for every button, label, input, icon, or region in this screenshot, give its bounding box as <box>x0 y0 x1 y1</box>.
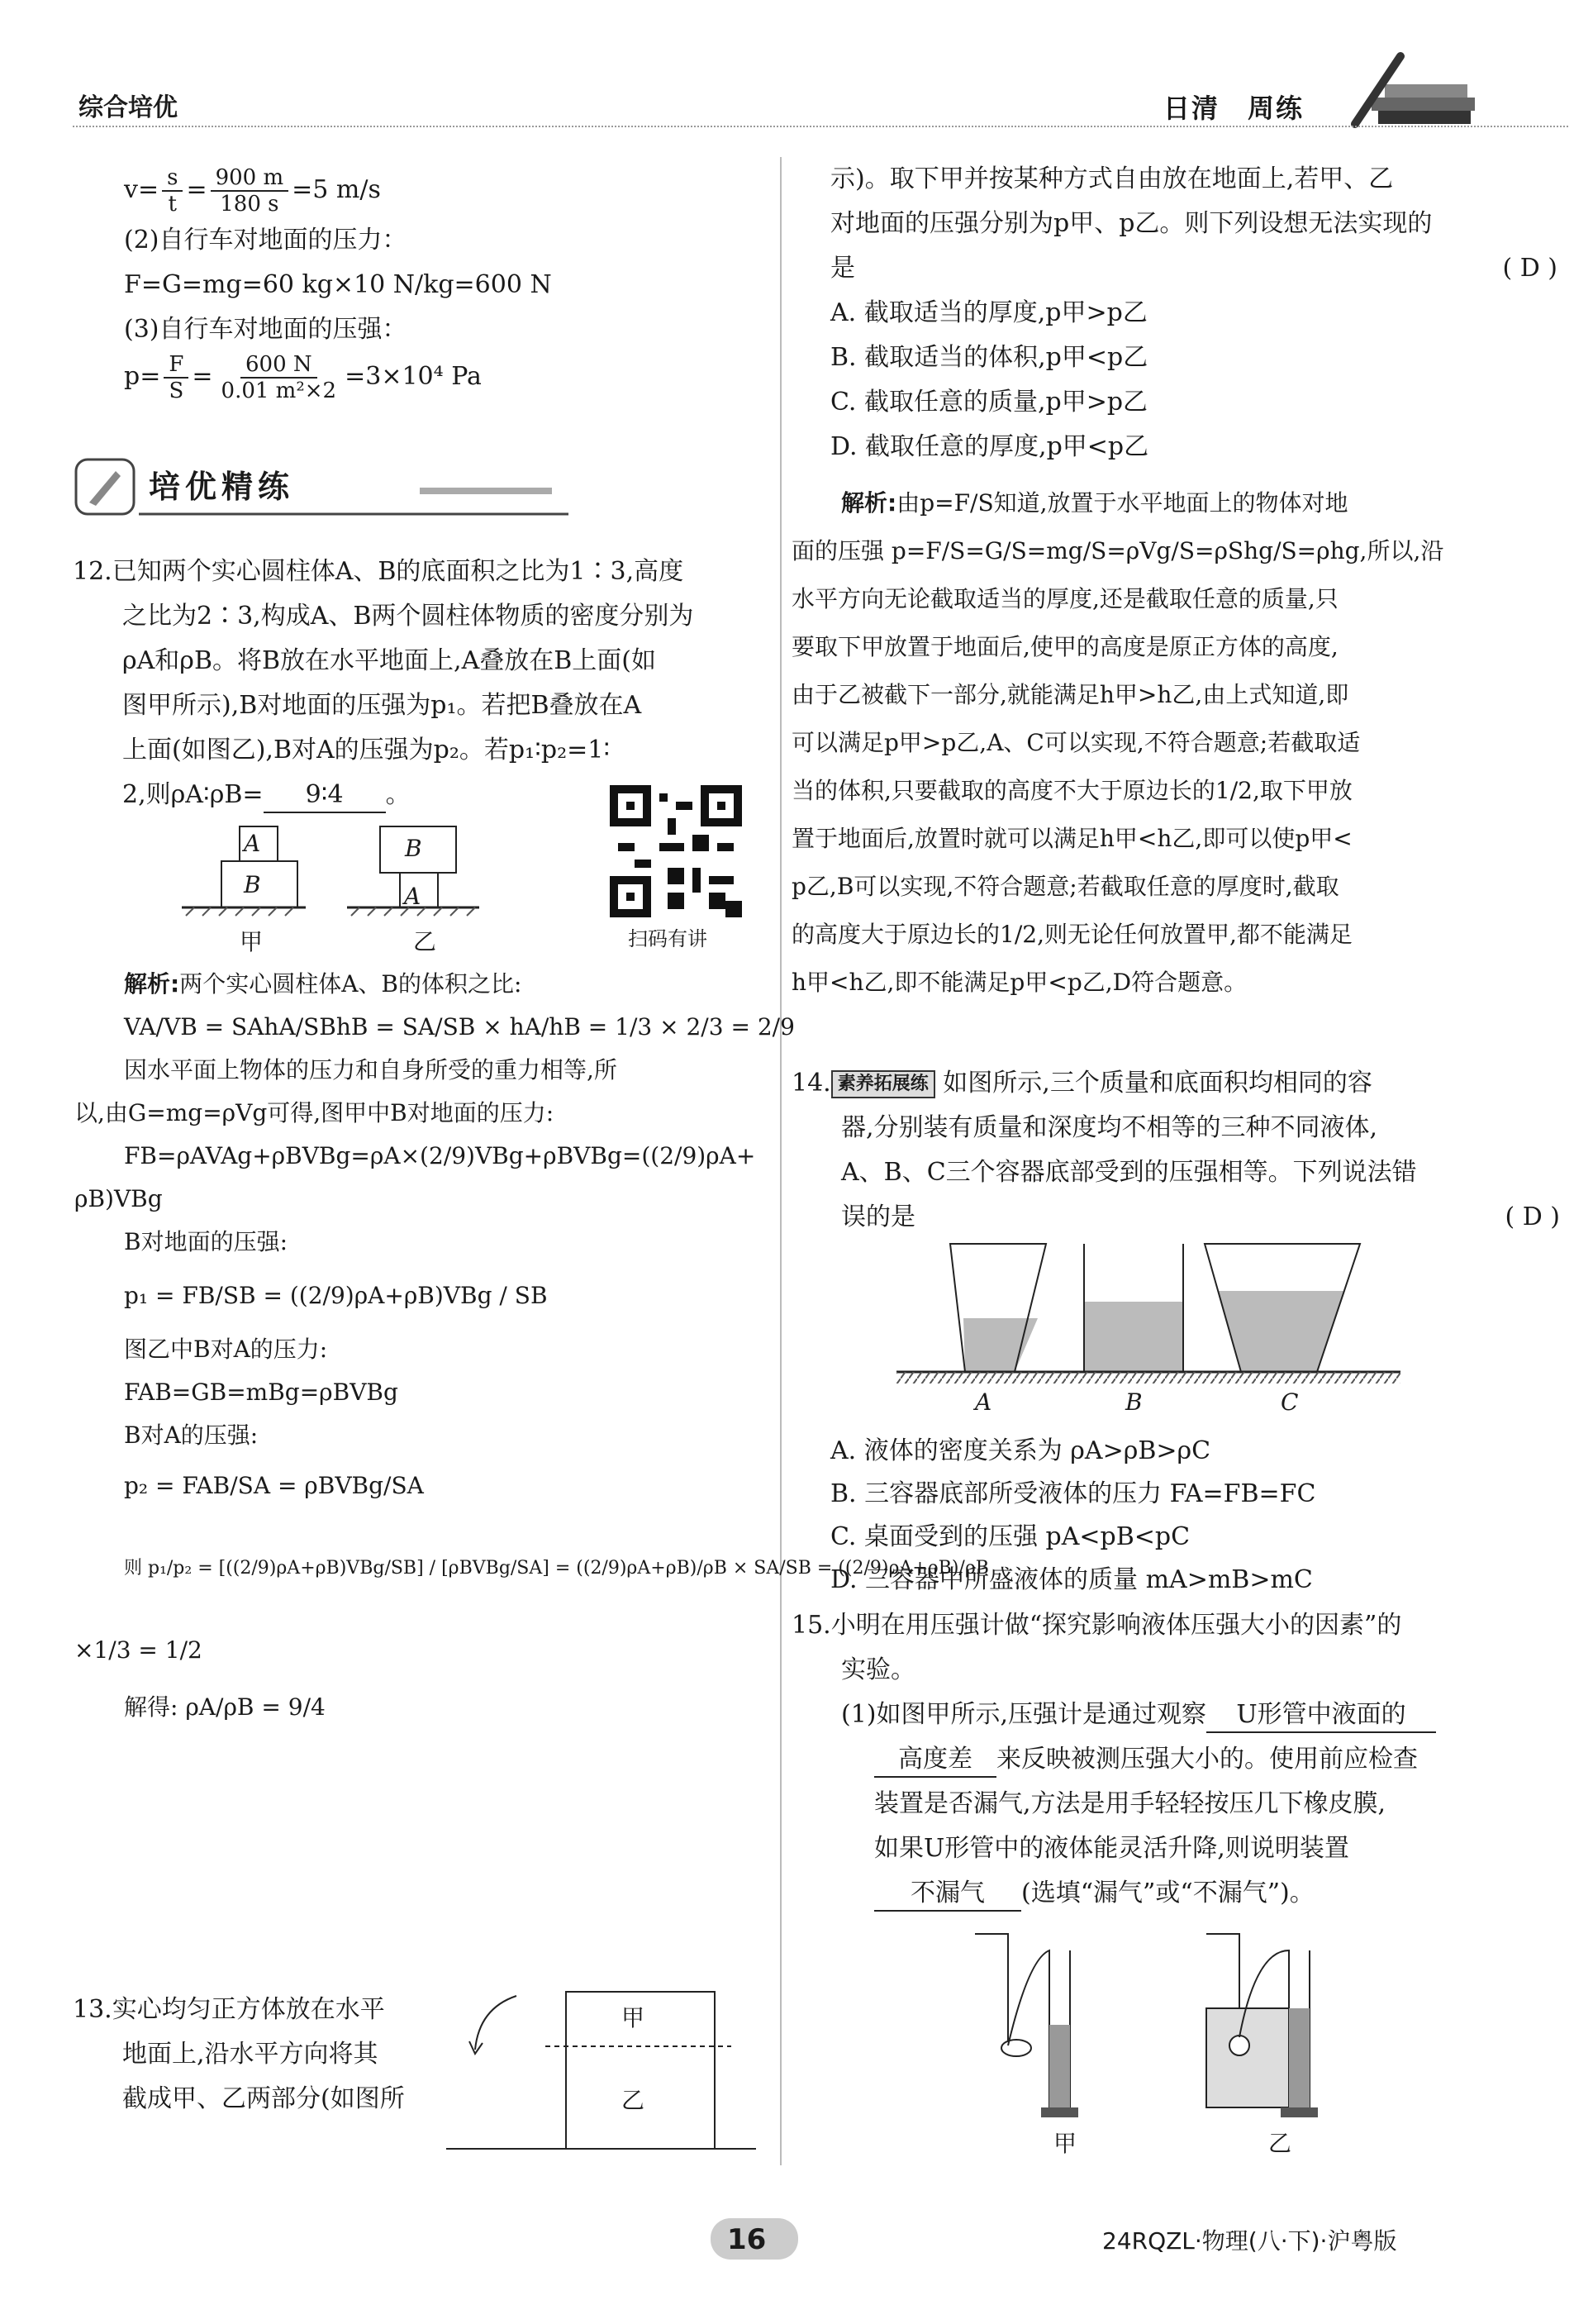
answer-blank: 高度差 <box>874 1743 996 1778</box>
page-number: 16 <box>727 2223 767 2256</box>
column-divider <box>780 157 782 2165</box>
fig-caption: 甲 <box>1053 2130 1077 2157</box>
fraction: $\frac{900 m}{180 s}$ <box>211 165 289 217</box>
q12-stacked-cylinders-figure <box>182 818 496 950</box>
fig-label: A <box>244 830 261 857</box>
fig-label: 甲 <box>621 2004 645 2031</box>
section-title: 培优精练 <box>149 469 295 505</box>
container-label: B <box>1125 1388 1143 1416</box>
q14-options: A. 液体的密度关系为 ρA>ρB>ρC B. 三容器底部所受液体的压力 FA=FB=FC C. 桌面受到的压强 pA<pB<pC D. 三容器中所盛液体的质量 mA>mB>mC <box>830 1436 1316 1594</box>
answer-blank: 9∶4 <box>264 779 386 813</box>
fig-caption: 乙 <box>1268 2130 1292 2157</box>
container-label: A <box>975 1388 992 1416</box>
answer-blank: U形管中液面的 <box>1206 1698 1436 1733</box>
qr-label: 扫码有讲 <box>628 927 707 950</box>
fig-caption: 甲 <box>240 928 264 955</box>
question-13-continued: 示)。取下甲并按某种方式自由放在地面上,若甲、乙 对地面的压强分别为p甲、p乙。则下列设想无法实现的 是 ( D ) A. 截取适当的厚度,p甲>p乙 B. 截取适当的体积,p甲<p乙 C. 截取任意的质量,p甲>p乙 D. 截取任意的厚度,p甲<p乙 <box>830 164 1557 461</box>
question-12: 12.已知两个实心圆柱体A、B的底面积之比为1∶3,高度 之比为2∶3,构成A、B两个圆柱体物质的密度分别为 ρA和ρB。将B放在水平地面上,A叠放在B上面(如 图甲所示),B对地面的压强为p₁。若把B叠放在A 上面(如图乙),B对A的压强为p₂。若p₁∶p₂=1∶ 2,则ρA∶ρB= 9∶4 。 <box>73 550 767 817</box>
question-15: 15.小明在用压强计做“探究影响液体压强大小的因素”的 实验。 (1)如图甲所示,压强计是通过观察 U形管中液面的 高度差 来反映被测压强大小的。使用前应检查 装置是否漏气,方法是用手轻轻按压几下橡皮膜, 如果U形管中的液体能灵活升降,则说明装置 不漏气 (选填“漏气”或“不漏气”)。 <box>792 1603 1560 1916</box>
header-divider <box>73 126 1568 127</box>
answer-choice: ( D ) <box>1502 254 1557 283</box>
fig-label: B <box>405 835 422 862</box>
question-14: 14. 素养拓展练 如图所示,三个质量和底面积均相同的容 器,分别装有质量和深度均不相等的三种不同液体, A、B、C三个容器底部受到的压强相等。下列说法错 误的是 ( D ) <box>792 1061 1560 1240</box>
container-label: C <box>1281 1388 1299 1416</box>
question-13: 13.实心均匀正方体放在水平 地面上,沿水平方向将其 截成甲、乙两部分(如图所 <box>73 1995 405 2113</box>
fraction: $\frac{s}{t}$ <box>162 165 183 217</box>
literacy-badge: 素养拓展练 <box>831 1070 935 1098</box>
header-left-title: 综合培优 <box>78 93 178 122</box>
q13-analysis: 解析:由p=F/S知道,放置于水平地面上的物体对地 面的压强 p=F/S=G/S=mg/S=ρVg/S=ρShg/S=ρhg,所以,沿 水平方向无论截取适当的厚度,还是截取任意的质量,只 要取下甲放置于地面后,使甲的高度是原正方体的高度, 由于乙被截下一部分,就能满足h甲>h乙,由上式知道,即 可以满足p甲>p乙,A、C可以实现,不符合题意;若截取适 当的体积,只要截取的高度不大于原边长的1/2,取下甲放 置于地面后,放置时就可以满足h甲<h乙,即可以使p甲< p乙,B可以实现,不符合题意;若截取任意的厚度时,截取 的高度大于原边长的1/2,则无论任何放置甲,都不能满足 h甲<h乙,即不能满足p甲<p乙,D符合题意。 <box>792 489 1444 996</box>
fig-label: B <box>244 871 261 898</box>
answer-blank: 不漏气 <box>874 1877 1021 1912</box>
answer-choice: ( D ) <box>1505 1202 1560 1231</box>
q12-analysis: 解析:两个实心圆柱体A、B的体积之比: VA/VB = SAhA/SBhB = SA/SB × hA/hB = 1/3 × 2/3 = 2/9 因水平面上物体的压力和自身所受的重力相等,所 以,由G=mg=ρVg可得,图甲中B对地面的压力: FB=ρAVAg+ρBVBg=ρA×(2/9)VBg+ρBVBg=((2/9)ρA+ ρB)VBg B对地面的压强: p₁ = FB/SB = ((2/9)ρA+ρB)VBg / SB 图乙中B对A的压力: FAB=GB=mBg=ρBVBg B对A的压强: p₂ = FAB/SA = ρBVBg/SA 则 p₁/p₂ = [((2/9)ρA+ρB)VBg/SB] / [ρBVBg/SA] = ((2/9)ρA+ρB)/ρB × SA/SB = ((2/9)ρA+ρB)/ρB ×1/3 = 1/2 解得: ρA/ρB = 9/4 <box>74 970 989 1721</box>
fig-label: A <box>404 883 421 910</box>
books-pen-icon <box>1339 50 1479 128</box>
q14-containers-figure <box>892 1240 1405 1405</box>
footer-book-info: 24RQZL·物理(八·下)·沪粤版 <box>1102 2227 1397 2255</box>
q13-cube-figure <box>446 1983 760 2174</box>
fig-caption: 乙 <box>413 928 437 955</box>
header-right-title: 日清 周练 <box>1163 93 1305 124</box>
q15-manometer-figure <box>958 1926 1421 2141</box>
section-banner <box>73 455 585 521</box>
left-top-solution: v= $\frac{s}{t}$ = $\frac{900 m}{180 s}$ =5 m/s (2)自行车对地面的压力： F=G=mg=60 kg×10 N/kg=600 N (3)自行车对地面的压强： p= $\frac{F}{S}$ = $\frac{600 N}{\text{0.01 m²×2}}$ =3×10⁴ Pa <box>124 165 552 403</box>
qr-code[interactable] <box>610 785 742 917</box>
fig-label: 乙 <box>621 2087 645 2114</box>
